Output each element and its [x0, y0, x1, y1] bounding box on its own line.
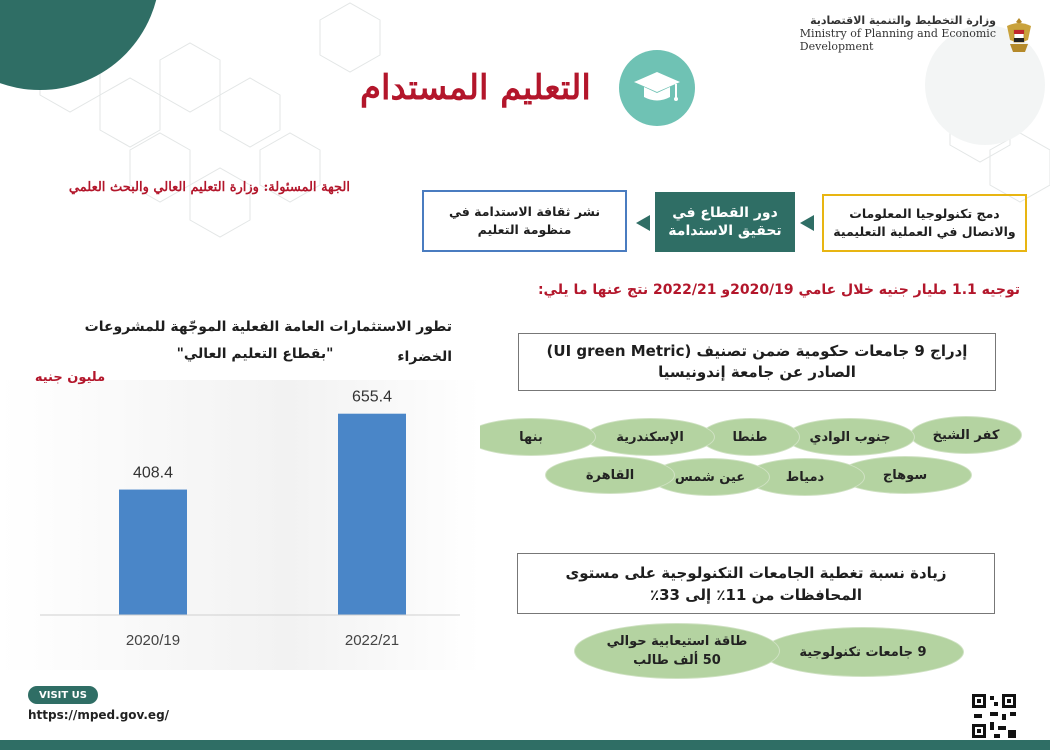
qr-code-icon[interactable] — [970, 692, 1018, 740]
x-tick-label: 2022/21 — [344, 632, 400, 649]
chart-title: تطور الاستثمارات العامة الفعلية الموجّهة للمشروعات الخضراء — [84, 319, 452, 365]
university-pill: عين شمس — [650, 458, 770, 496]
graduation-cap-badge — [619, 50, 695, 126]
university-pill: سوهاج — [838, 456, 972, 494]
coverage-box — [517, 553, 995, 614]
coverage-line-2: المحافظات من 11٪ إلى 33٪ — [649, 585, 863, 604]
ministry-name-en-1: Ministry of Planning and Economic — [799, 27, 996, 40]
bar-2022/21 — [338, 414, 406, 615]
chart-subtitle: "بقطاع التعليم العالي" — [176, 346, 334, 362]
title-area — [360, 50, 695, 126]
ministry-name — [800, 14, 996, 53]
ministry-name-ar: وزارة التخطيط والتنمية الاقتصادية — [810, 14, 996, 27]
university-pill: بنها — [466, 418, 596, 456]
coverage-line-1: زيادة نسبة تغطية الجامعات التكنولوجية على مستوى — [565, 563, 947, 582]
allocation-statement: توجيه 1.1 مليار جنيه خلال عامي 2020/19و 2022/21 نتج عنها ما يلي: — [537, 282, 1020, 298]
arrow-left-icon — [636, 215, 650, 231]
ministry-name-en-2: Development — [799, 40, 874, 53]
university-pill: طنطا — [700, 418, 800, 456]
tech-universities-pill: 9 جامعات تكنولوجية — [762, 627, 964, 677]
university-pill: الإسكندرية — [585, 418, 715, 456]
chart-unit-label: مليون جنيه — [34, 370, 106, 385]
x-tick-label: 2020/19 — [125, 632, 181, 649]
egypt-eagle-emblem-icon — [1004, 14, 1034, 58]
capacity-pill: طاقة استيعابية حوالي 50 ألف طالب — [574, 623, 780, 679]
green-metric-box — [518, 333, 996, 391]
flow-box-sector-role: دور القطاع في تحقيق الاستدامة — [655, 192, 795, 252]
bar-value-label: 655.4 — [351, 388, 393, 406]
visit-us-button[interactable]: VISIT US — [28, 686, 98, 704]
bar-chart — [0, 380, 480, 670]
graduation-cap-icon — [632, 68, 682, 108]
ministry-header — [800, 14, 1034, 58]
green-metric-line-1: إدراج 9 جامعات حكومية ضمن تصنيف (UI green Metric) — [546, 342, 968, 360]
bar-value-label: 408.4 — [132, 464, 174, 482]
university-pill: دمياط — [745, 458, 865, 496]
flow-box-ict-integration: دمج تكنولوجيا المعلومات والاتصال في العملية التعليمية — [822, 194, 1027, 252]
page-title: التعليم المستدام — [360, 68, 591, 108]
responsible-entity: الجهة المسئولة: وزارة التعليم العالي والبحث العلمي — [68, 180, 350, 195]
flow-box-sustainability-culture: نشر ثقافة الاستدامة في منظومة التعليم — [422, 190, 627, 252]
green-metric-line-2: الصادر عن جامعة إندونيسيا — [658, 363, 856, 381]
university-pill: جنوب الوادي — [785, 418, 915, 456]
university-pill: القاهرة — [545, 456, 675, 494]
university-pill: كفر الشيخ — [910, 416, 1022, 454]
bar-2020/19 — [119, 490, 187, 615]
footer-bar — [0, 740, 1050, 750]
arrow-left-icon — [800, 215, 814, 231]
website-link[interactable]: https://mped.gov.eg/ — [28, 708, 170, 722]
